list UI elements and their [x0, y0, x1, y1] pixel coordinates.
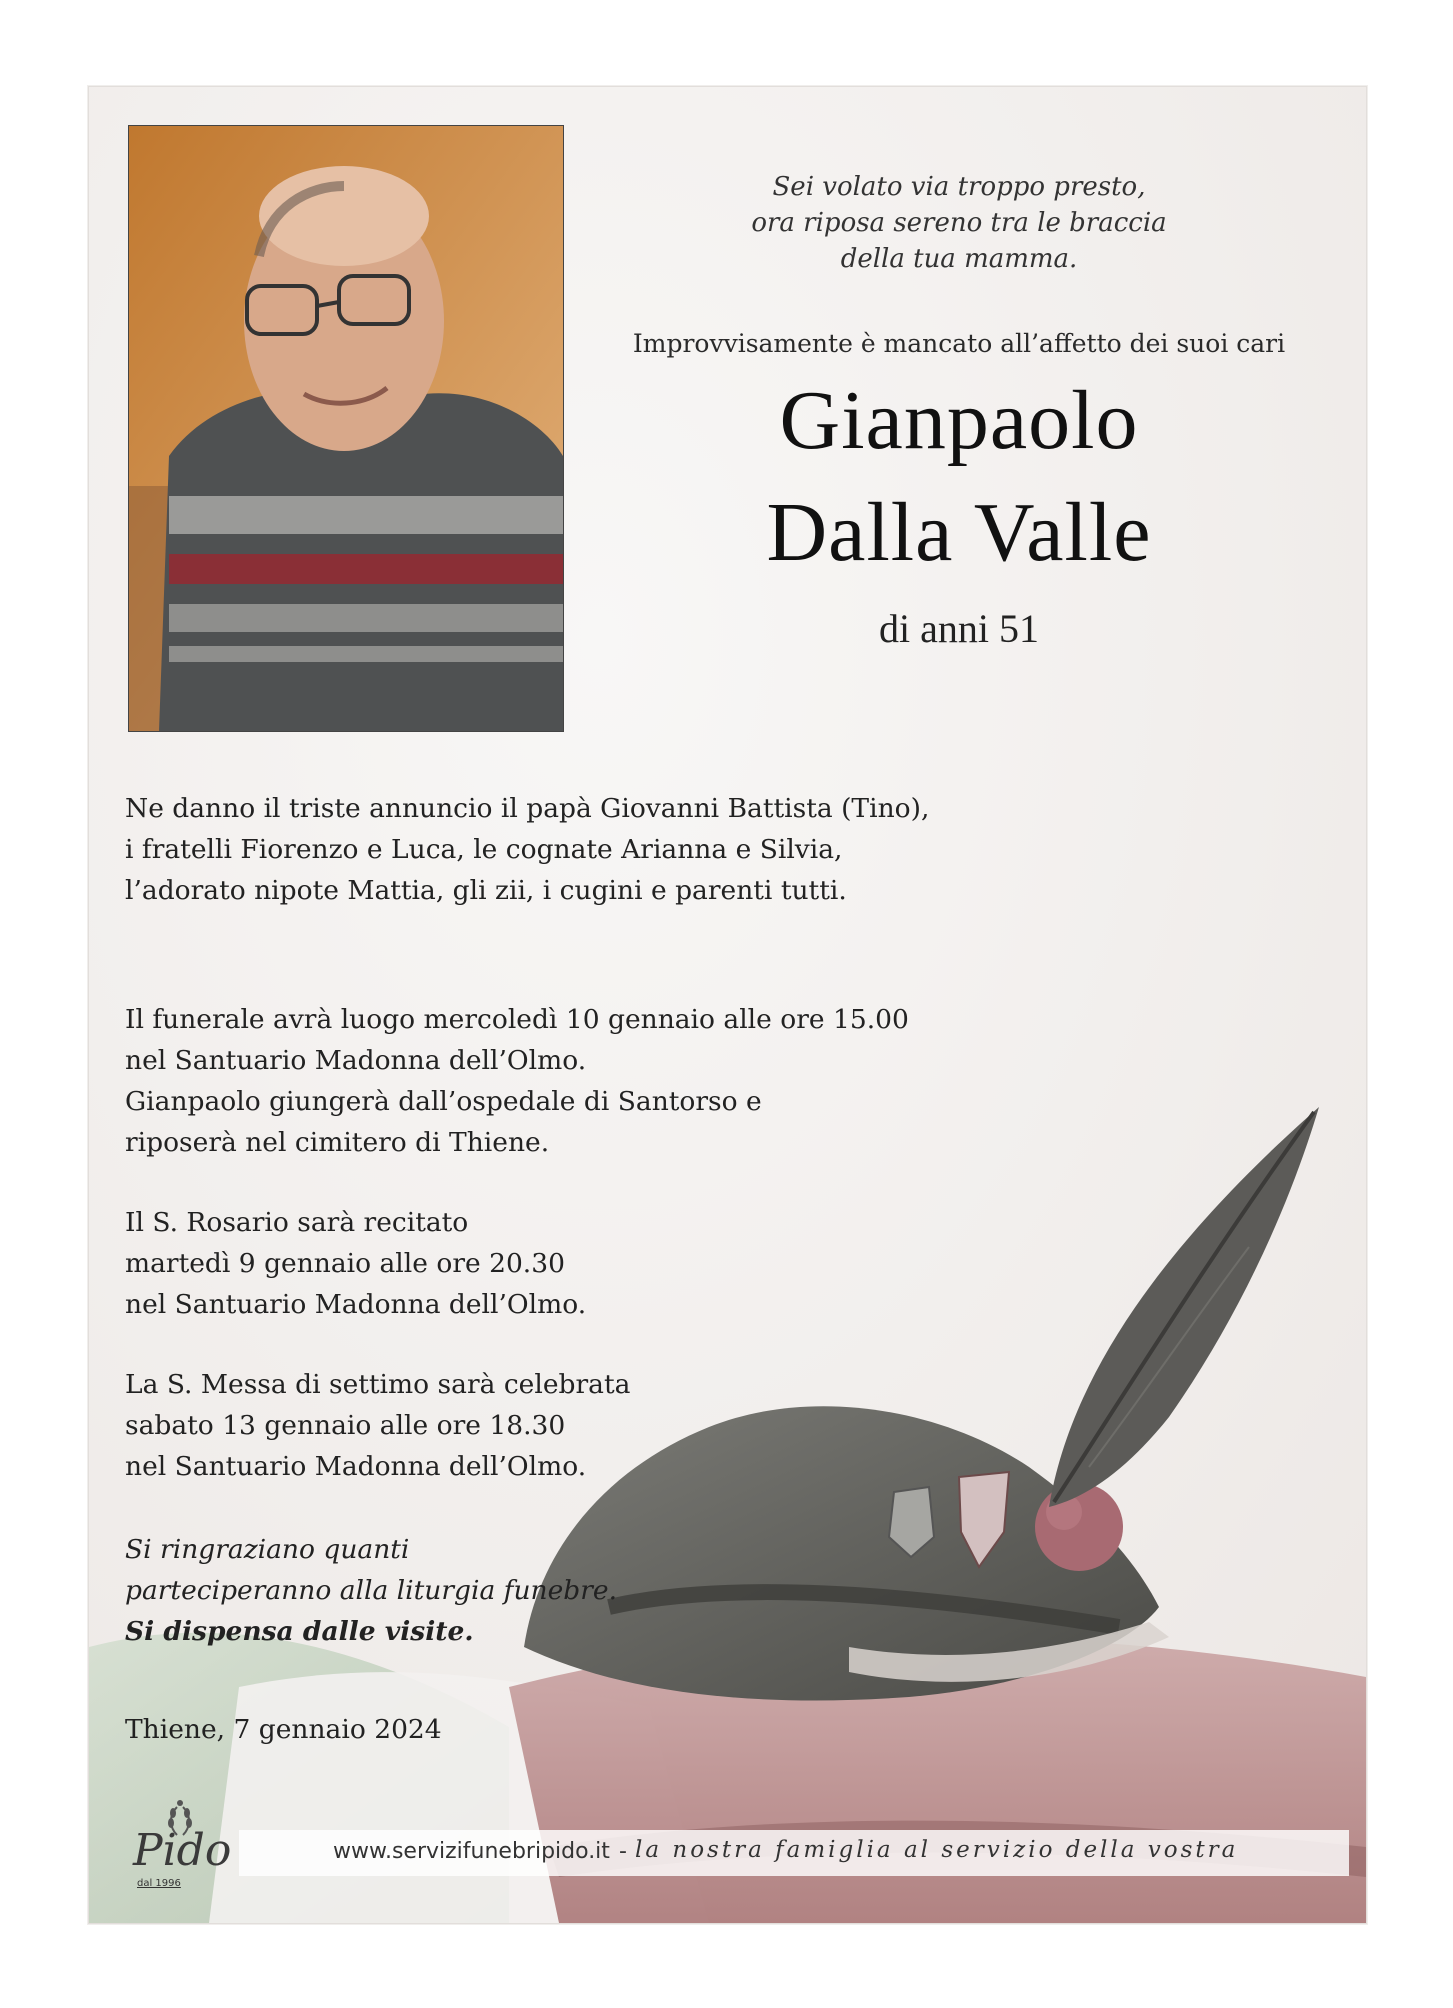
quote-line: della tua mamma.: [840, 244, 1078, 274]
deceased-name: [629, 365, 1289, 589]
first-name: Gianpaolo: [779, 374, 1139, 467]
place-date-text: Thiene, 7 gennaio 2024: [125, 1714, 442, 1745]
place-date: [125, 1709, 442, 1750]
logo-name: Pido: [133, 1825, 232, 1876]
quote-line: Sei volato via troppo presto,: [772, 172, 1146, 202]
rosary-paragraph: [125, 1202, 586, 1325]
mass-line: La S. Messa di settimo sarà celebrata: [125, 1369, 631, 1400]
thanks-line: parteciperanno alla liturgia funebre.: [125, 1575, 618, 1606]
obituary-sheet: [88, 86, 1367, 1924]
funeral-line: Il funerale avrà luogo mercoledì 10 gennaio alle ore 15.00: [125, 1004, 909, 1035]
announcement-paragraph: [125, 788, 929, 911]
mass-line: sabato 13 gennaio alle ore 18.30: [125, 1410, 566, 1441]
footer-website-url[interactable]: www.servizifunebripido.it: [333, 1839, 610, 1864]
memorial-quote: [629, 169, 1289, 277]
footer-separator: -: [619, 1839, 627, 1864]
funeral-line: Gianpaolo giungerà dall’ospedale di Santorso e: [125, 1086, 762, 1117]
deceased-portrait-photo: [128, 125, 564, 732]
intro-text: Improvvisamente è mancato all’affetto dei suoi cari: [632, 329, 1286, 358]
mass-paragraph: [125, 1364, 630, 1487]
no-visits-notice: Si dispensa dalle visite.: [125, 1616, 474, 1647]
deceased-age: di anni 51: [879, 606, 1039, 651]
announcement-line: i fratelli Fiorenzo e Luca, le cognate Arianna e Silvia,: [125, 834, 843, 865]
last-name: Dalla Valle: [766, 486, 1152, 579]
rosary-line: Il S. Rosario sarà recitato: [125, 1207, 469, 1238]
rosary-line: nel Santuario Madonna dell’Olmo.: [125, 1289, 587, 1320]
funeral-paragraph: [125, 999, 909, 1163]
thanks-line: Si ringraziano quanti: [125, 1534, 410, 1565]
footer-motto: la nostra famiglia al servizio della vostra: [635, 1837, 1239, 1863]
funeral-line: riposerà nel cimitero di Thiene.: [125, 1127, 550, 1158]
thanks-paragraph: [125, 1529, 617, 1652]
announcement-line: Ne danno il triste annuncio il papà Giovanni Battista (Tino),: [125, 793, 930, 824]
announcement-line: l’adorato nipote Mattia, gli zii, i cugini e parenti tutti.: [125, 875, 847, 906]
mass-line: nel Santuario Madonna dell’Olmo.: [125, 1451, 587, 1482]
logo-since: dal 1996: [137, 1878, 181, 1889]
funeral-line: nel Santuario Madonna dell’Olmo.: [125, 1045, 587, 1076]
quote-line: ora riposa sereno tra le braccia: [751, 208, 1167, 238]
rosary-line: martedì 9 gennaio alle ore 20.30: [125, 1248, 565, 1279]
